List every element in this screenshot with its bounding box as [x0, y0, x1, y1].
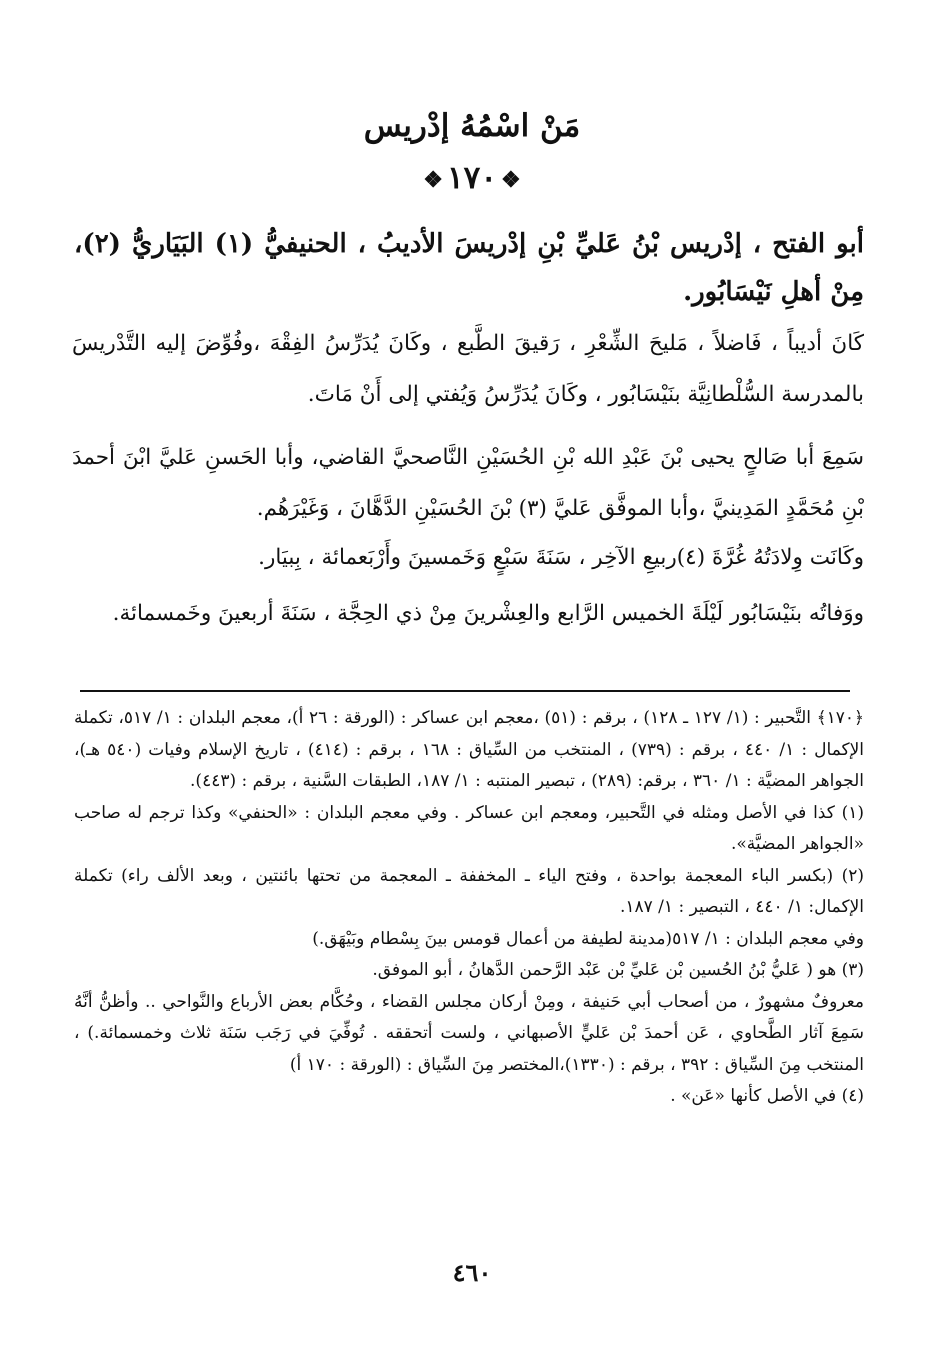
entry-number-text: ١٧٠	[447, 160, 497, 196]
footnote: (٤) في الأصل كأنها «عَن» .	[670, 1086, 864, 1106]
footnote: (٢) (بكسر الباء المعجمة بواحدة ، وفتح الياء ـ المخففة ـ المعجمة من تحتها بائنتين ، وبعد الألف راء) تكملة الإكمال: ١/ ٤٤٠ ، التبصير : ١/ ١٨٧.	[74, 865, 864, 917]
page-number: ٤٦٠	[452, 1258, 492, 1287]
paragraph: كَانَ أديباً ، فَاضلاً ، مَليحَ الشِّعْرِ ، رَقيقَ الطَّبع ، وكَانَ يُدَرِّسُ الفِقْهَ ،وفُوِّضَ إليه التَّدْريسَ بالمدرسة السُّلْطانِيَّة بنَيْسَابُور ، وكَانَ يُدَرِّسُ وَيُفتي إلى أَنْ مَاتَ.	[72, 331, 864, 407]
ornament-left-icon: ❖	[423, 166, 444, 193]
paragraph: ووَفاتُه بنَيْسَابُور لَيْلَةَ الخميس الرَّابع والعِشْرينَ مِنْ ذي الحِجَّة ، سَنَةَ أربعينَ وخَمسمائة.	[112, 601, 864, 626]
footnotes	[74, 703, 864, 1113]
footnote: (١) كذا في الأصل ومثله في التَّحبير، ومعجم ابن عساكر . وفي معجم البلدان : «الحنفي» وكذا ترجم له صاحب «الجواهر المضيَّة».	[74, 802, 864, 854]
ornament-right-icon: ❖	[500, 166, 521, 193]
footnote-continuation: معروفٌ مشهورٌ ، من أصحاب أبي حَنيفة ، ومِنْ أركان مجلس القضاء ، وحُكَّام بعض الأرباع والنَّواحي .. وأظنُّ أنَّهُ سَمِعَ آثار الطَّحاوي ، عَن أحمدَ بْن عَليٍّ الأصبهاني ، ولست أتحققه . تُوفِّيَ في رَجَب سَنَة ثلاث وخمسمائة.) ، المنتخب مِنَ السِّياق : ٣٩٢ ، برقم : (١٣٣٠)،المختصر مِنَ السِّياق : (الورقة : ١٧٠ أ)	[74, 991, 864, 1075]
paragraph: وكَانَت وِلادَتُهُ غُرَّةَ (٤)ربيعِ الآخِر ، سَنَةَ سَبْعٍ وَخَمسينَ وأَرْبَعمائة ، بِبيَار.	[258, 545, 864, 570]
paragraph: سَمِعَ أبا صَالحٍ يحيى بْنَ عَبْدِ الله بْنِ الحُسَيْنِ النَّاصحيَّ القاضي، وأبا الحَسنِ عَليَّ ابْنَ أحمدَ بْنِ مُحَمَّدٍ المَدِينيَّ ،وأبا الموفَّق عَليَّ (٣) بْنَ الحُسَيْنِ الدَّهَّانَ ، وَغَيْرَهُم.	[72, 445, 864, 521]
chapter-heading: مَنْ اسْمُهُ إدْريس	[363, 108, 581, 144]
footnote: (٣) هو ( عَليُّ بْنُ الحُسين بْن عَليِّ بْن عَبْد الرَّحمن الدَّهانُ ، أبو الموفق.	[372, 960, 864, 980]
footnote-divider	[80, 690, 850, 692]
footnote-continuation: وفي معجم البلدان : ١/ ٥١٧(مدينة لطيفة من أعمال قومس بينَ بِسْطام وبَيْهَق.)	[312, 928, 864, 949]
entry-name: أبو الفتح ، إدْريس بْنُ عَليِّ بْنِ إدْريسَ الأديبُ ، الحنيفيُّ (١) البَيَاريُّ (٢)، مِنْ أهلِ نَيْسَابُور.	[74, 229, 864, 307]
footnote-sources: ﴿١٧٠﴾ التَّحبير : (١/ ١٢٧ ـ ١٢٨) ، برقم : (٥١) ،معجم ابن عساكر : (الورقة : ٢٦ أ)، معجم البلدان : ١/ ٥١٧، تكملة الإكمال : ١/ ٤٤٠ ، برقم : (٧٣٩) ، المنتخب من السِّياق : ١٦٨ ، برقم : (٤١٤) ، تاريخ الإسلام وفيات (٥٤٠ هـ)، الجواهر المضيَّة : ١/ ٣٦٠ ، برقم: (٢٨٩) ، تبصير المنتبه : ١/ ١٨٧، الطبقات السَّنية ، برقم : (٤٤٣).	[74, 708, 865, 791]
entry-number	[0, 160, 944, 196]
